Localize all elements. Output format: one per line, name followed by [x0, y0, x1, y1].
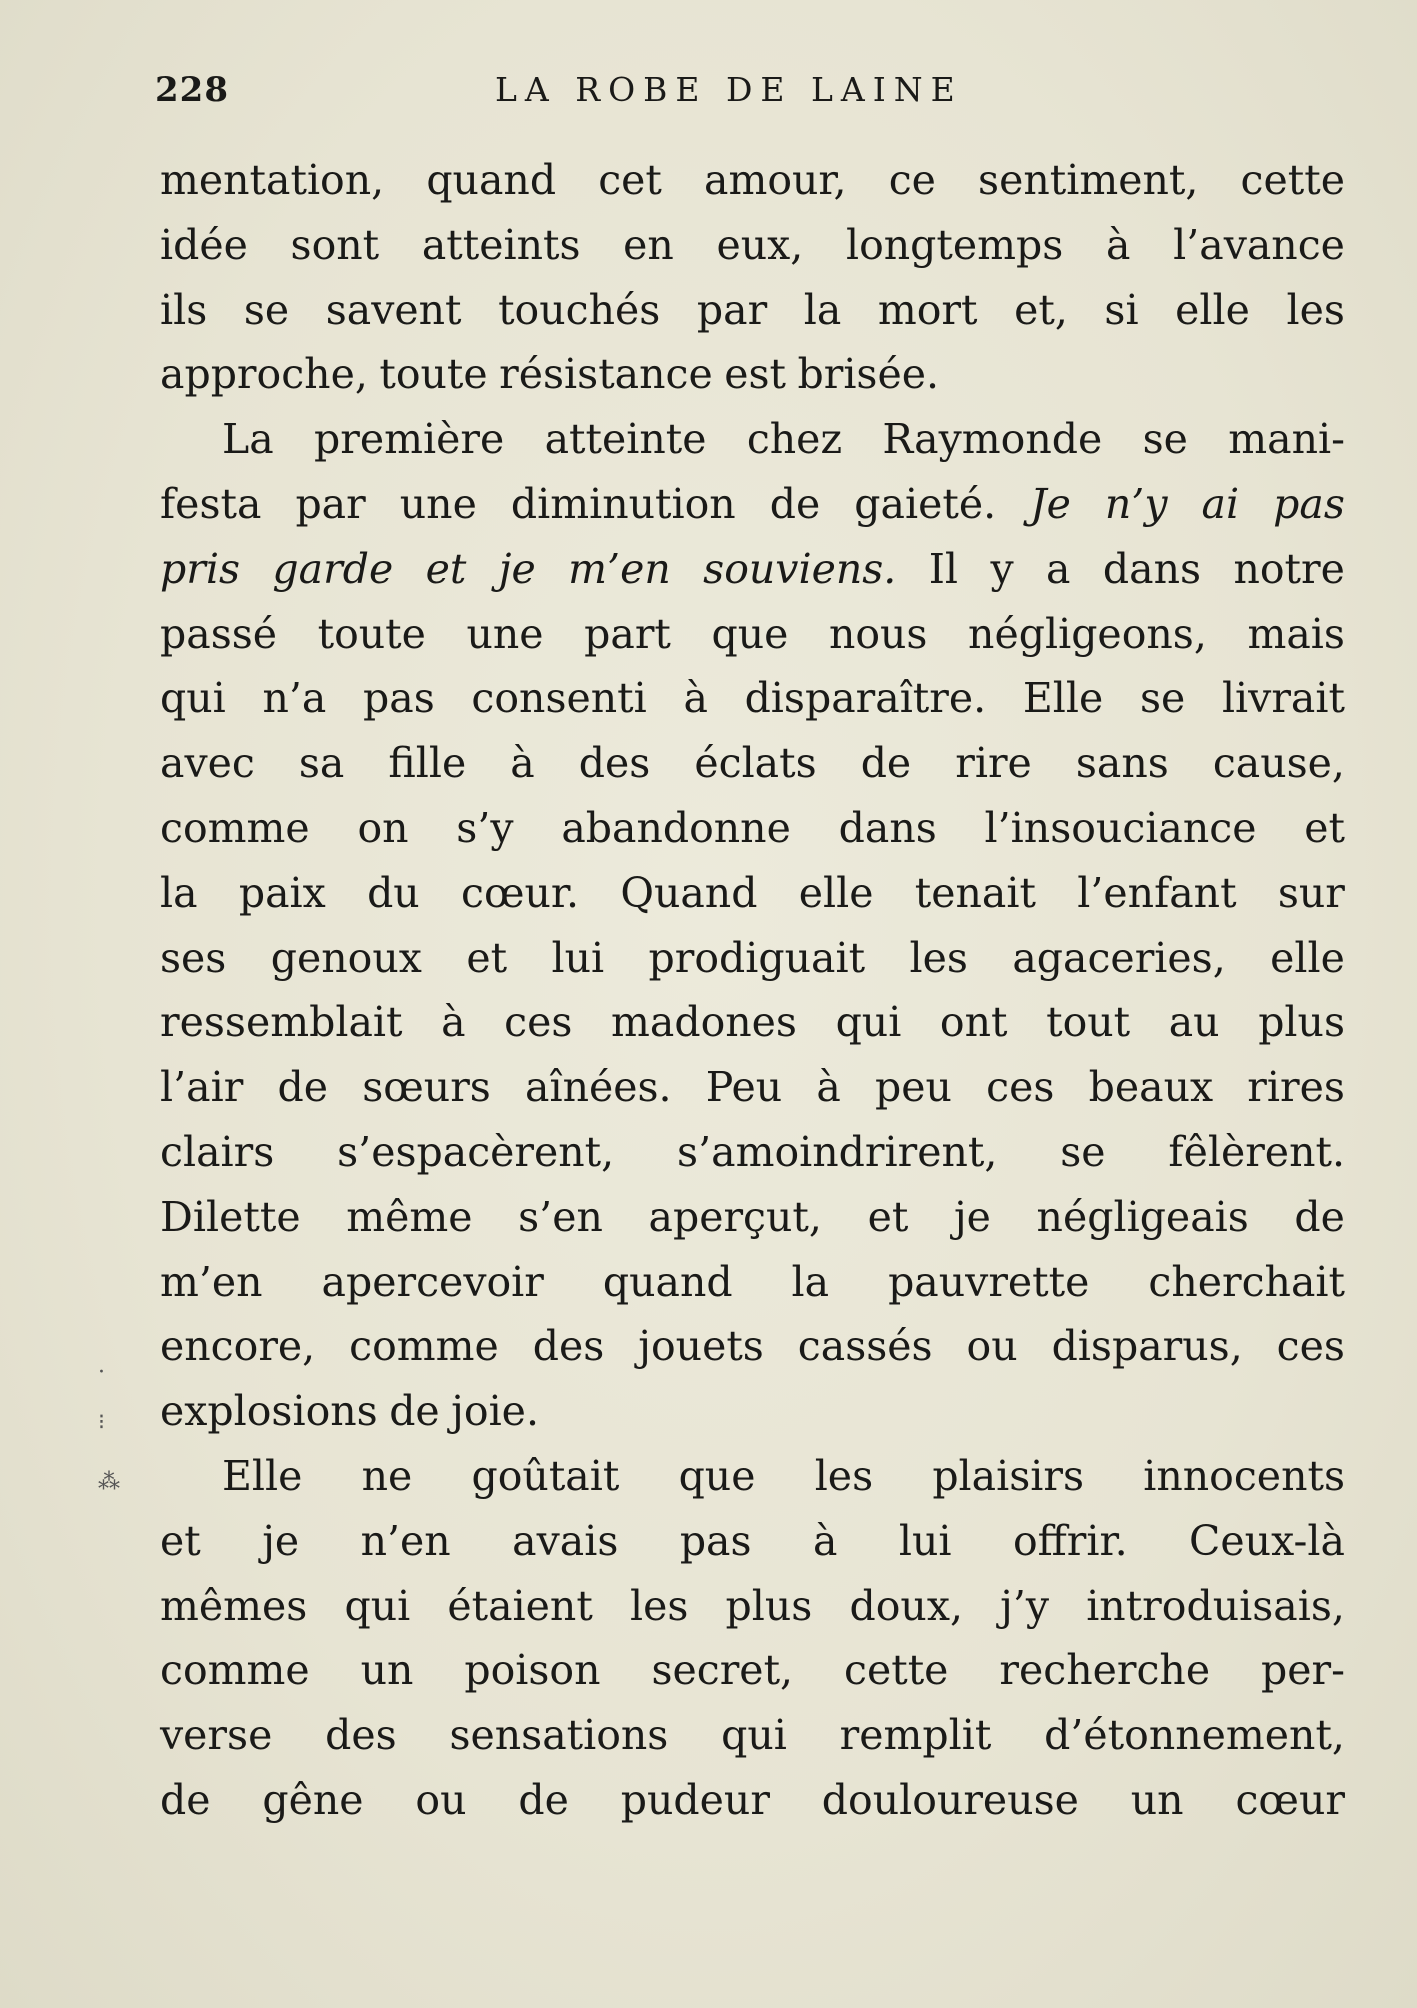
word: prodiguait	[648, 933, 866, 982]
word: Elle	[222, 1451, 303, 1500]
word: un	[360, 1646, 414, 1695]
word: livrait	[1221, 674, 1345, 723]
word: souviens.	[703, 544, 897, 593]
word: s’amoindrirent,	[677, 1127, 998, 1176]
word: ces	[986, 1063, 1055, 1112]
word: doux,	[849, 1581, 963, 1630]
text-line	[160, 1379, 1345, 1444]
word: part	[584, 609, 671, 658]
word: secret,	[651, 1646, 794, 1695]
word: et	[466, 933, 508, 982]
word: ou	[415, 1775, 467, 1824]
word: je	[262, 1516, 300, 1565]
word: festa	[160, 479, 262, 528]
word: j’y	[1000, 1581, 1050, 1630]
word: plus	[725, 1581, 813, 1630]
word: avec	[160, 739, 255, 788]
word: éclats	[694, 739, 817, 788]
word: apercevoir	[321, 1257, 544, 1306]
word: l’enfant	[1077, 868, 1237, 917]
word: à	[816, 1063, 841, 1112]
word: mais	[1247, 609, 1345, 658]
word: remplit	[839, 1711, 992, 1760]
word: un	[1130, 1775, 1184, 1824]
word: pauvrette	[888, 1257, 1090, 1306]
word: clairs	[160, 1127, 275, 1176]
word: négligeons,	[968, 609, 1207, 658]
word: beaux	[1088, 1063, 1214, 1112]
word: lui	[551, 933, 605, 982]
word: explosions	[160, 1387, 378, 1436]
word: par	[295, 479, 366, 528]
word: elle	[1175, 285, 1250, 334]
word: sensations	[449, 1711, 669, 1760]
word: Peu	[705, 1063, 783, 1112]
word: les	[1286, 285, 1345, 334]
word: tenait	[914, 868, 1036, 917]
word: qui	[721, 1711, 787, 1760]
word: sur	[1277, 868, 1345, 917]
word: se	[1060, 1127, 1106, 1176]
text-line	[160, 796, 1345, 861]
word: quand	[426, 156, 557, 204]
text-line	[160, 148, 1345, 213]
word: d’étonnement,	[1044, 1711, 1345, 1760]
word: peu	[875, 1063, 952, 1112]
word: l’insouciance	[984, 803, 1257, 852]
word: de	[160, 1775, 211, 1824]
word: y	[990, 544, 1014, 593]
word: se	[1142, 415, 1188, 464]
word: cœur.	[461, 868, 580, 917]
text-line	[160, 472, 1345, 537]
text-line	[160, 602, 1345, 667]
word: paix	[238, 868, 326, 917]
word: qui	[160, 674, 226, 723]
text-line	[160, 1185, 1345, 1250]
text-line	[160, 666, 1345, 731]
word: fille	[388, 739, 467, 788]
word: cœur	[1235, 1775, 1345, 1824]
text-line	[160, 1055, 1345, 1120]
word: Ceux-là	[1189, 1516, 1345, 1565]
word: ils	[160, 285, 208, 334]
word: de	[860, 739, 912, 788]
word: et	[425, 544, 467, 593]
word: touchés	[498, 285, 661, 334]
word: aperçut,	[648, 1192, 822, 1241]
word: verse	[160, 1711, 273, 1760]
text-line	[160, 731, 1345, 796]
word: mentation,	[160, 156, 385, 204]
word: pris	[160, 544, 240, 593]
text-line	[160, 990, 1345, 1055]
word: à	[441, 998, 466, 1047]
word: goûtait	[471, 1451, 620, 1500]
word: ou	[966, 1322, 1018, 1371]
word: que	[678, 1451, 756, 1500]
word: et,	[1014, 285, 1068, 334]
word: diminution	[510, 479, 736, 528]
running-head	[155, 70, 1335, 120]
word: et	[1304, 803, 1345, 852]
running-title: LA ROBE DE LAINE	[495, 70, 963, 109]
text-line	[160, 1120, 1345, 1185]
word: m’en	[160, 1257, 263, 1306]
word: sœurs	[362, 1063, 491, 1112]
text-line	[160, 1703, 1345, 1768]
word: ces	[504, 998, 573, 1047]
word: qui	[344, 1581, 411, 1630]
word: n’y	[1104, 479, 1168, 528]
word: notre	[1233, 544, 1345, 593]
word: nous	[828, 609, 928, 658]
text-line	[160, 1768, 1345, 1833]
word: cette	[844, 1646, 949, 1695]
word: négligeais	[1036, 1192, 1249, 1241]
word: que	[711, 609, 789, 658]
word: par	[696, 285, 768, 334]
word: des	[578, 739, 651, 788]
word: qui	[835, 998, 902, 1047]
word: comme	[160, 1646, 310, 1695]
word: garde	[272, 544, 394, 593]
word: de	[389, 1387, 440, 1436]
word: à	[1106, 220, 1131, 269]
word: innocents	[1143, 1451, 1345, 1500]
word: à	[683, 674, 708, 723]
word: per-	[1261, 1646, 1345, 1695]
word: des	[532, 1322, 605, 1371]
word: pas	[363, 674, 435, 723]
word: elle	[1270, 933, 1345, 982]
word: Quand	[620, 868, 758, 917]
word: poison	[464, 1646, 601, 1695]
text-line	[160, 1314, 1345, 1379]
word: et	[160, 1516, 201, 1565]
word: une	[466, 609, 544, 658]
word: toute	[379, 350, 488, 399]
word: agaceries,	[1012, 933, 1226, 982]
word: cassés	[797, 1322, 933, 1371]
word: une	[399, 479, 477, 528]
word: pudeur	[620, 1775, 770, 1824]
word: est	[724, 350, 786, 399]
word: cherchait	[1148, 1257, 1345, 1306]
word: les	[814, 1451, 874, 1500]
word: ne	[361, 1451, 413, 1500]
word: elle	[798, 868, 874, 917]
word: comme	[349, 1322, 499, 1371]
word: ces	[1276, 1322, 1345, 1371]
word: chez	[746, 415, 843, 464]
word: même	[346, 1192, 473, 1241]
word: on	[357, 803, 409, 852]
text-line	[160, 926, 1345, 991]
word: l’air	[160, 1063, 244, 1112]
word: première	[314, 415, 505, 464]
text-line	[160, 1574, 1345, 1639]
word: approche,	[160, 350, 368, 399]
word: s’en	[518, 1192, 603, 1241]
word: au	[1168, 998, 1220, 1047]
word: je	[953, 1192, 991, 1241]
word: tout	[1046, 998, 1131, 1047]
text-line	[160, 1250, 1345, 1315]
word: douloureuse	[821, 1775, 1079, 1824]
word: gêne	[262, 1775, 364, 1824]
word: les	[629, 1581, 689, 1630]
text-line	[160, 537, 1345, 602]
word: m’en	[568, 544, 671, 593]
word: brisée.	[797, 350, 940, 399]
word: jouets	[638, 1322, 764, 1371]
text-line	[160, 1444, 1345, 1509]
word: se	[243, 285, 290, 334]
word: La	[222, 415, 274, 464]
word: plus	[1258, 998, 1345, 1047]
page-number: 228	[155, 70, 229, 110]
word: encore,	[160, 1322, 316, 1371]
word: pas	[679, 1516, 752, 1565]
word: cause,	[1212, 739, 1345, 788]
word: cette	[1240, 156, 1345, 204]
word: de	[1294, 1192, 1345, 1241]
word: comme	[160, 803, 310, 852]
word: offrir.	[1012, 1516, 1128, 1565]
text-line	[160, 407, 1345, 472]
text-line	[160, 342, 1345, 407]
word: quand	[602, 1257, 733, 1306]
word: genoux	[270, 933, 422, 982]
body-text	[160, 148, 1345, 1833]
word: disparaître.	[744, 674, 987, 723]
word: de	[518, 1775, 569, 1824]
text-line	[160, 861, 1345, 926]
text-line	[160, 1638, 1345, 1703]
word: toute	[317, 609, 426, 658]
word: la	[803, 285, 842, 334]
word: n’en	[360, 1516, 451, 1565]
word: mani-	[1228, 415, 1345, 464]
word: ressemblait	[160, 998, 403, 1047]
margin-specks: · ⁝ ⁂	[98, 1360, 120, 1495]
word: les	[909, 933, 968, 982]
word: ai	[1201, 479, 1240, 528]
word: Il	[928, 544, 959, 593]
word: la	[160, 868, 198, 917]
word: ses	[160, 933, 227, 982]
word: et	[867, 1192, 909, 1241]
word: à	[812, 1516, 838, 1565]
word: pas	[1273, 479, 1345, 528]
word: résistance	[499, 350, 713, 399]
word: Raymonde	[882, 415, 1103, 464]
word: madones	[611, 998, 797, 1047]
word: en	[623, 220, 674, 269]
word: consenti	[471, 674, 647, 723]
word: aînées.	[525, 1063, 672, 1112]
word: dans	[1102, 544, 1202, 593]
word: rires	[1247, 1063, 1345, 1112]
word: n’a	[262, 674, 327, 723]
word: à	[510, 739, 535, 788]
word: mêmes	[160, 1581, 308, 1630]
word: sa	[298, 739, 345, 788]
text-line	[160, 278, 1345, 343]
word: ce	[888, 156, 936, 204]
text-line	[160, 1509, 1345, 1574]
word: atteints	[421, 220, 581, 269]
word: de	[277, 1063, 329, 1112]
word: plaisirs	[932, 1451, 1085, 1500]
word: étaient	[447, 1581, 593, 1630]
word: mort	[877, 285, 978, 334]
word: idée	[160, 220, 248, 269]
word: introduisais,	[1086, 1581, 1345, 1630]
word: passé	[160, 609, 278, 658]
word: longtemps	[845, 220, 1064, 269]
word: eux,	[716, 220, 804, 269]
word: s’y	[456, 803, 514, 852]
word: l’avance	[1173, 220, 1345, 269]
word: se	[1139, 674, 1186, 723]
word: lui	[898, 1516, 952, 1565]
word: je	[498, 544, 536, 593]
word: cet	[598, 156, 662, 204]
word: recherche	[999, 1646, 1211, 1695]
word: Dilette	[160, 1192, 301, 1241]
word: disparus,	[1051, 1322, 1243, 1371]
word: savent	[325, 285, 462, 334]
word: dans	[838, 803, 937, 852]
word: sont	[290, 220, 380, 269]
word: s’espacèrent,	[337, 1127, 615, 1176]
word: des	[325, 1711, 397, 1760]
word: sentiment,	[978, 156, 1199, 204]
word: Je	[1030, 479, 1071, 528]
word: a	[1046, 544, 1071, 593]
word: gaieté.	[854, 479, 997, 528]
word: ont	[939, 998, 1008, 1047]
word: avais	[512, 1516, 619, 1565]
word: si	[1104, 285, 1139, 334]
text-line	[160, 213, 1345, 278]
word: abandonne	[561, 803, 791, 852]
word: Elle	[1022, 674, 1104, 723]
word: rire	[955, 739, 1032, 788]
word: joie.	[451, 1387, 539, 1436]
word: la	[791, 1257, 830, 1306]
word: fêlèrent.	[1168, 1127, 1345, 1176]
word: sans	[1075, 739, 1169, 788]
word: atteinte	[544, 415, 707, 464]
word: du	[367, 868, 420, 917]
word: de	[769, 479, 821, 528]
word: amour,	[704, 156, 847, 204]
